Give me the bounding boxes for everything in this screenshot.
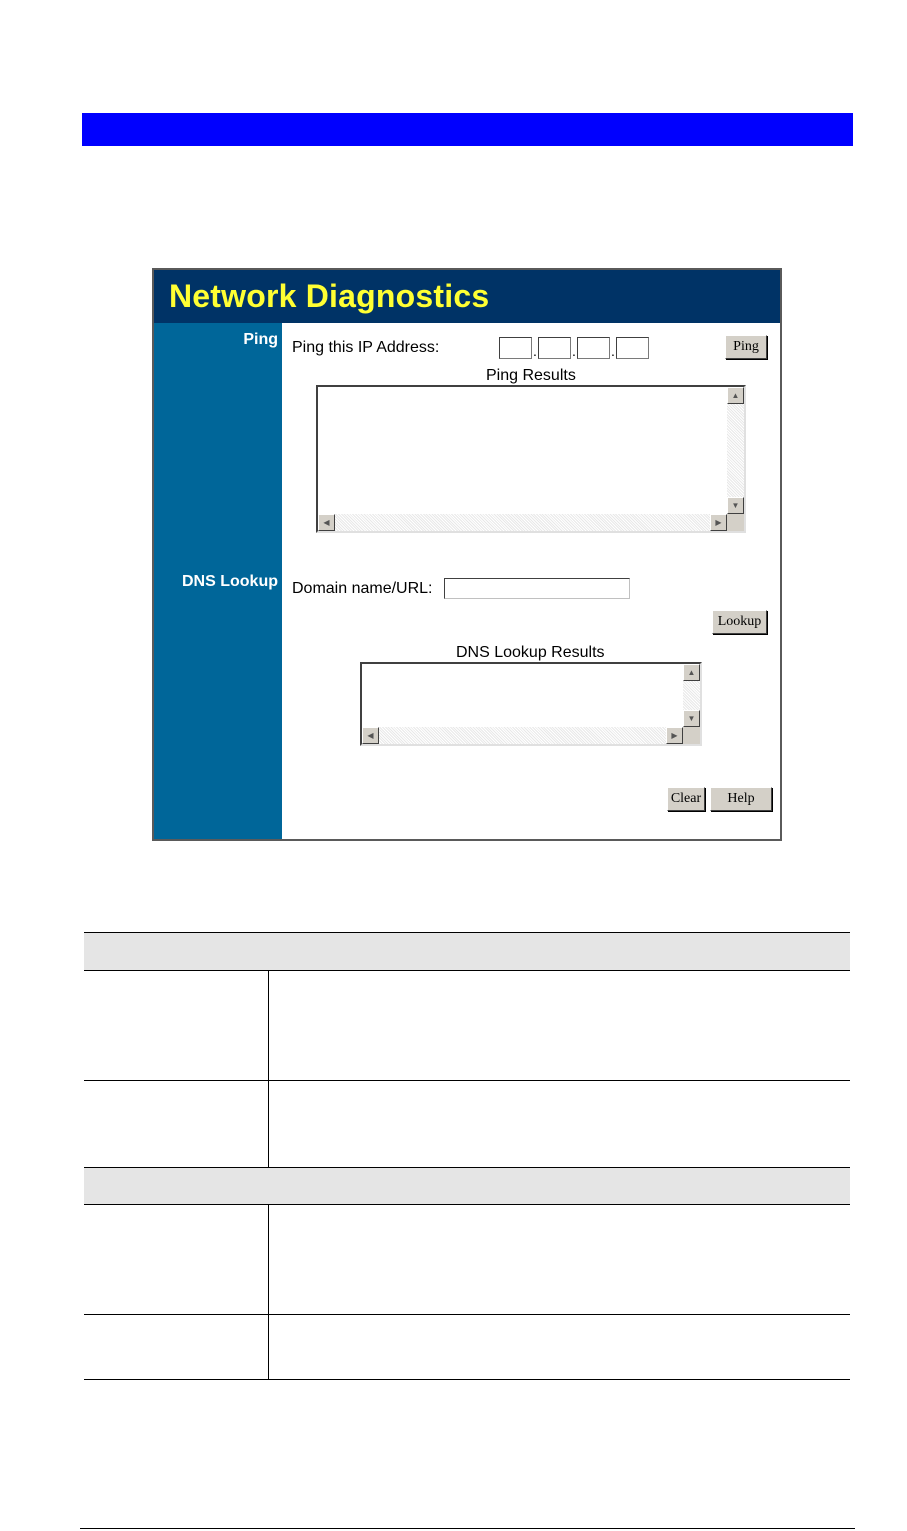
dns-results-label: DNS Lookup Results bbox=[456, 644, 605, 661]
arrow-right-icon[interactable]: ▶ bbox=[666, 727, 683, 744]
arrow-up-icon[interactable]: ▲ bbox=[683, 664, 700, 681]
page-footer-rule bbox=[80, 1528, 855, 1529]
ip-octet-4-input[interactable] bbox=[616, 337, 649, 359]
arrow-down-icon[interactable]: ▼ bbox=[727, 497, 744, 514]
page-title: Network Diagnostics bbox=[169, 278, 490, 314]
ip-octet-1-input[interactable] bbox=[499, 337, 532, 359]
ping-button[interactable]: Ping bbox=[725, 335, 767, 359]
clear-button[interactable]: Clear bbox=[667, 787, 705, 811]
ping-results-textarea[interactable] bbox=[316, 385, 746, 533]
help-button[interactable]: Help bbox=[710, 787, 772, 811]
ping-ip-label: Ping this IP Address: bbox=[292, 339, 440, 356]
arrow-left-icon[interactable]: ◀ bbox=[318, 514, 335, 531]
sidebar-label-dns-lookup: DNS Lookup bbox=[182, 573, 278, 590]
ip-dot: . bbox=[611, 343, 615, 359]
ip-dot: . bbox=[533, 343, 537, 359]
ping-results-horizontal-scrollbar[interactable] bbox=[318, 514, 727, 531]
title-bar bbox=[154, 270, 780, 323]
domain-name-input[interactable] bbox=[444, 578, 630, 599]
dns-results-textarea[interactable] bbox=[360, 662, 702, 746]
table-column-divider bbox=[268, 971, 269, 1167]
network-diagnostics-screen bbox=[152, 268, 782, 841]
sidebar-label-ping: Ping bbox=[243, 331, 278, 348]
section-header-bar bbox=[82, 113, 853, 146]
lookup-button[interactable]: Lookup bbox=[712, 610, 767, 634]
table-divider bbox=[84, 1204, 850, 1205]
ip-dot: . bbox=[572, 343, 576, 359]
scrollbar-corner bbox=[727, 514, 744, 531]
ip-octet-3-input[interactable] bbox=[577, 337, 610, 359]
table-bottom-border bbox=[84, 1379, 850, 1380]
table-divider bbox=[84, 970, 850, 971]
ip-octet-2-input[interactable] bbox=[538, 337, 571, 359]
scrollbar-corner bbox=[683, 727, 700, 744]
domain-name-label: Domain name/URL: bbox=[292, 580, 433, 597]
table-section-header-ping bbox=[84, 933, 850, 970]
arrow-right-icon[interactable]: ▶ bbox=[710, 514, 727, 531]
table-divider bbox=[84, 1314, 850, 1315]
arrow-down-icon[interactable]: ▼ bbox=[683, 710, 700, 727]
main-content bbox=[282, 323, 780, 839]
dns-results-vertical-scrollbar[interactable] bbox=[683, 664, 700, 727]
sidebar bbox=[154, 323, 282, 839]
ping-results-label: Ping Results bbox=[486, 367, 576, 384]
arrow-up-icon[interactable]: ▲ bbox=[727, 387, 744, 404]
ping-results-vertical-scrollbar[interactable] bbox=[727, 387, 744, 514]
table-column-divider bbox=[268, 1205, 269, 1379]
table-divider bbox=[84, 1080, 850, 1081]
table-section-header-dns bbox=[84, 1168, 850, 1204]
arrow-left-icon[interactable]: ◀ bbox=[362, 727, 379, 744]
dns-results-horizontal-scrollbar[interactable] bbox=[362, 727, 683, 744]
